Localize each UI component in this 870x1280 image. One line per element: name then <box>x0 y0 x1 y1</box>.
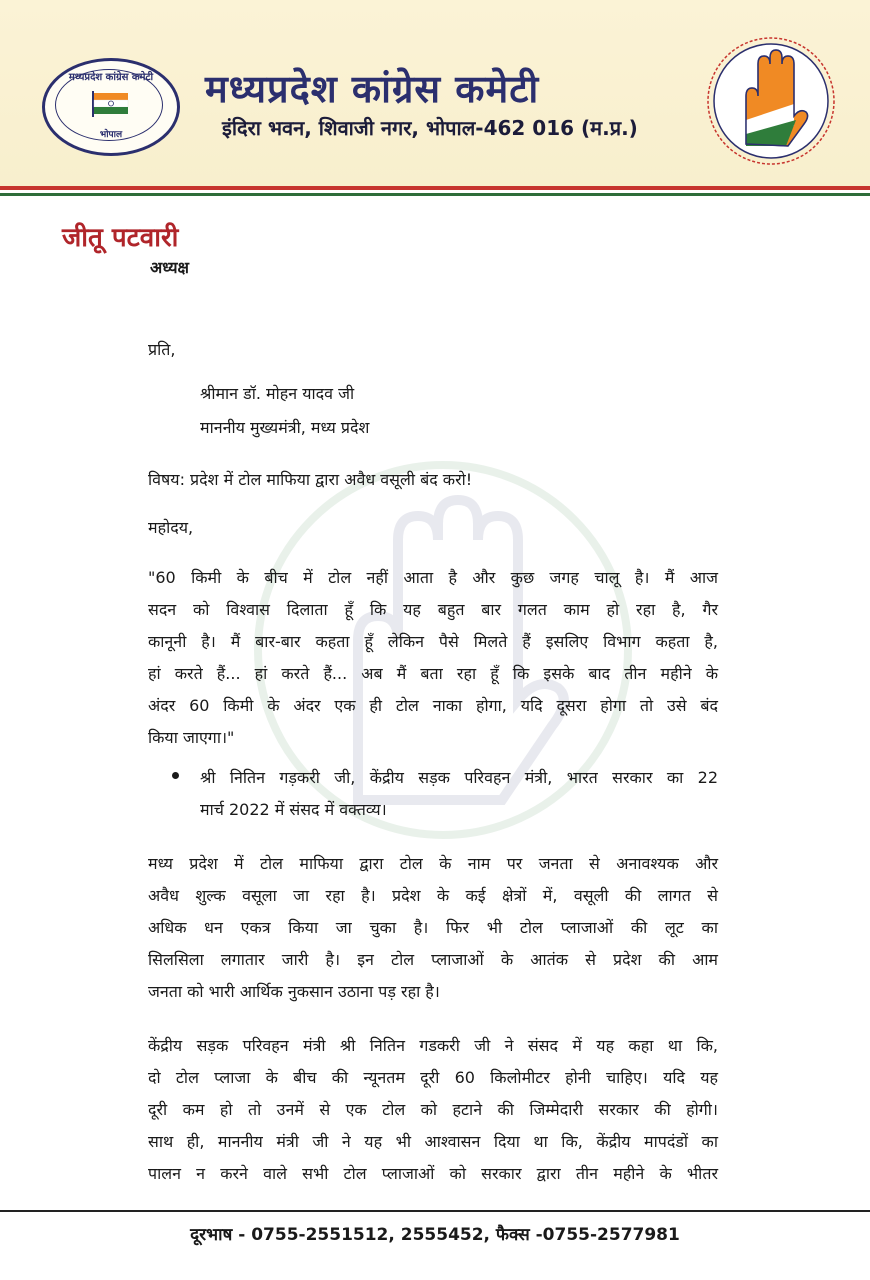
organization-title: मध्यप्रदेश कांग्रेस कमेटी <box>205 66 540 111</box>
seal-bottom-text: भोपाल <box>99 130 123 140</box>
quote-line: कानूनी है। मैं बार-बार कहता हूँ लेकिन पैसे मिलते हैं इसलिए विभाग कहता है, <box>148 632 718 651</box>
salutation-to: प्रति, <box>148 340 176 359</box>
bullet-icon <box>172 772 179 779</box>
footer-contact: दूरभाष - 0755-2551512, 2555452, फैक्स -0755-2577981 <box>190 1225 680 1245</box>
author-designation: अध्यक्ष <box>150 258 189 277</box>
paragraph-line: अवैध शुल्क वसूला जा रहा है। प्रदेश के कई क्षेत्रों में, वसूली की लागत से <box>148 886 718 905</box>
paragraph-line: दो टोल प्लाजा के बीच की न्यूनतम दूरी 60 किलोमीटर होनी चाहिए। यदि यह <box>148 1068 718 1087</box>
quote-line: सदन को विश्वास दिलाता हूँ कि यह बहुत बार गलत काम हो रहा है, गैर <box>148 600 718 619</box>
paragraph-line: साथ ही, माननीय मंत्री जी ने यह भी आश्वासन दिया था कि, केंद्रीय मापदंडों का <box>148 1132 718 1151</box>
paragraph-line: अधिक धन एकत्र किया जा चुका है। फिर भी टोल प्लाजाओं की लूट का <box>148 918 718 937</box>
footer-divider <box>0 1210 870 1212</box>
header-divider-red <box>0 186 870 190</box>
organization-address: इंदिरा भवन, शिवाजी नगर, भोपाल-462 016 (म.प्र.) <box>222 116 638 140</box>
quote-line: अंदर 60 किमी के अंदर एक ही टोल नाका होगा, यदि दूसरा होगा तो उसे बंद <box>148 696 718 715</box>
greeting: महोदय, <box>148 518 194 537</box>
quote-line: किया जाएगा।" <box>148 728 235 747</box>
seal-top-text: मध्यप्रदेश कांग्रेस कमेटी <box>68 72 154 83</box>
flag-icon <box>91 91 131 117</box>
quote-attribution-line: मार्च 2022 में संसद में वक्तव्य। <box>200 800 387 819</box>
paragraph-line: केंद्रीय सड़क परिवहन मंत्री श्री नितिन गडकरी जी ने संसद में यह कहा था कि, <box>148 1036 718 1055</box>
paragraph-line: जनता को भारी आर्थिक नुकसान उठाना पड़ रहा है। <box>148 982 440 1001</box>
quote-attribution-line: श्री नितिन गड़करी जी, केंद्रीय सड़क परिवहन मंत्री, भारत सरकार का 22 <box>200 768 718 787</box>
header-divider-green <box>0 193 870 196</box>
party-seal <box>42 58 180 156</box>
paragraph-line: पालन न करने वाले सभी टोल प्लाजाओं को सरकार द्वारा तीन महीने के भीतर <box>148 1164 718 1183</box>
author-name: जीतू पटवारी <box>62 223 179 253</box>
paragraph-line: सिलसिला लगातार जारी है। इन टोल प्लाजाओं के आतंक से प्रदेश की आम <box>148 950 718 969</box>
recipient-title: माननीय मुख्यमंत्री, मध्य प्रदेश <box>200 418 370 437</box>
paragraph-line: मध्य प्रदेश में टोल माफिया द्वारा टोल के नाम पर जनता से अनावश्यक और <box>148 854 718 873</box>
recipient-name: श्रीमान डॉ. मोहन यादव जी <box>200 384 355 403</box>
hand-symbol-icon <box>706 34 836 168</box>
paragraph-line: दूरी कम हो तो उनमें से एक टोल को हटाने की जिम्मेदारी सरकार की होगी। <box>148 1100 718 1119</box>
letter-subject: विषय: प्रदेश में टोल माफिया द्वारा अवैध वसूली बंद करो! <box>148 470 473 489</box>
quote-line: "60 किमी के बीच में टोल नहीं आता है और कुछ जगह चालू है। मैं आज <box>148 568 718 587</box>
quote-line: हां करते हैं... हां करते हैं... अब मैं बता रहा हूँ कि इसके बाद तीन महीने के <box>148 664 718 683</box>
